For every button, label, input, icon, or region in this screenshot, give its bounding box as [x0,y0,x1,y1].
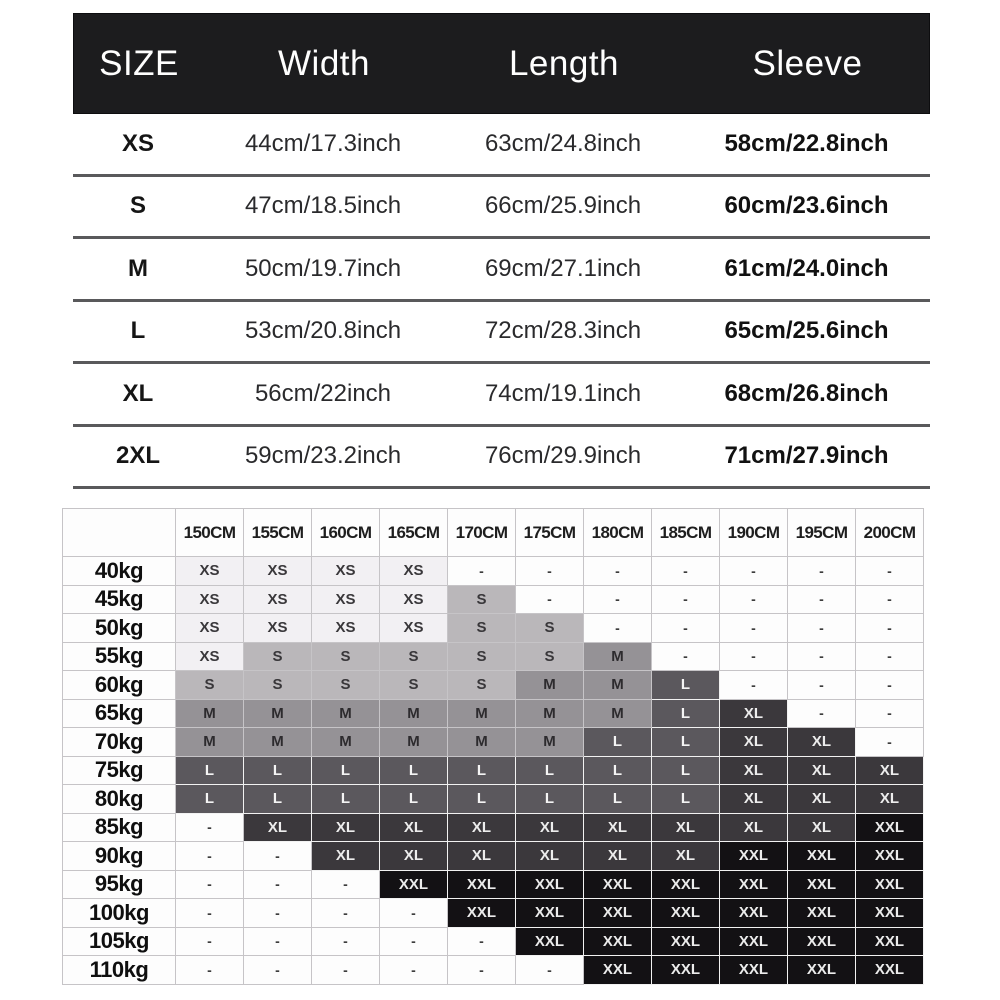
weight-label: 75kg [63,756,176,785]
width-value: 50cm/19.7inch [244,254,402,282]
sleeve-value: 58cm/22.8inch [724,129,889,157]
matrix-cell: XL [380,813,448,842]
matrix-cell-empty: - [720,614,788,643]
matrix-cell-empty: - [380,927,448,956]
height-header: 180CM [584,509,652,557]
matrix-cell: XL [448,813,516,842]
matrix-row [63,785,924,814]
matrix-cell-empty: - [176,813,244,842]
matrix-cell: L [380,785,448,814]
matrix-cell: XXL [516,870,584,899]
matrix-cell: XL [516,842,584,871]
matrix-cell: S [244,671,312,700]
matrix-cell: L [584,756,652,785]
matrix-cell: L [312,785,380,814]
matrix-row [63,585,924,614]
matrix-cell: L [244,756,312,785]
matrix-cell: XXL [856,870,924,899]
height-header: 200CM [856,509,924,557]
matrix-cell: XXL [448,870,516,899]
matrix-cell-empty: - [788,671,856,700]
matrix-cell-empty: - [176,927,244,956]
matrix-cell-empty: - [176,870,244,899]
matrix-cell: XL [312,813,380,842]
size-label: M [128,254,148,282]
matrix-cell: XL [516,813,584,842]
matrix-cell: S [380,642,448,671]
matrix-cell: M [380,728,448,757]
matrix-cell: XL [720,728,788,757]
matrix-cell-empty: - [584,614,652,643]
weight-label: 60kg [63,671,176,700]
matrix-cell: S [516,642,584,671]
matrix-cell: XXL [788,842,856,871]
size-label: S [129,192,146,220]
matrix-cell: M [584,642,652,671]
weight-label: 45kg [63,585,176,614]
matrix-cell: L [584,728,652,757]
sleeve-value: 71cm/27.9inch [724,442,889,470]
matrix-cell-empty: - [448,956,516,985]
matrix-cell: XXL [788,899,856,928]
width-value: 44cm/17.3inch [244,129,402,157]
matrix-cell: XXL [584,870,652,899]
matrix-cell: M [380,699,448,728]
length-value: 69cm/27.1inch [484,254,642,282]
matrix-cell-empty: - [856,671,924,700]
weight-label: 95kg [63,870,176,899]
measurement-header-row [73,13,930,114]
matrix-row [63,728,924,757]
matrix-cell: S [176,671,244,700]
width-value: 56cm/22inch [254,379,392,407]
matrix-row [63,671,924,700]
matrix-row [63,813,924,842]
matrix-cell: L [516,756,584,785]
height-header: 185CM [652,509,720,557]
matrix-cell: XXL [380,870,448,899]
header-sleeve: Sleeve [752,43,863,83]
matrix-cell-empty: - [788,642,856,671]
matrix-cell: XS [380,557,448,586]
matrix-cell: XXL [720,927,788,956]
matrix-cell: L [652,671,720,700]
width-value: 47cm/18.5inch [244,192,402,220]
matrix-cell: XXL [856,927,924,956]
size-label: 2XL [115,442,160,470]
matrix-row [63,842,924,871]
matrix-cell: XXL [720,956,788,985]
matrix-cell: XL [788,728,856,757]
size-label: XL [122,379,154,407]
matrix-cell: M [448,699,516,728]
length-value: 74cm/19.1inch [484,379,642,407]
weight-label: 40kg [63,557,176,586]
sleeve-value: 65cm/25.6inch [724,317,889,345]
matrix-cell: XXL [652,899,720,928]
matrix-row [63,699,924,728]
matrix-cell: XS [176,585,244,614]
sleeve-value: 60cm/23.6inch [724,192,889,220]
height-header: 150CM [176,509,244,557]
matrix-cell-empty: - [312,899,380,928]
matrix-cell: XS [380,585,448,614]
measurement-table [73,13,930,489]
matrix-row [63,557,924,586]
matrix-row [63,956,924,985]
header-size: SIZE [99,43,179,83]
matrix-cell: XS [244,614,312,643]
matrix-cell-empty: - [788,699,856,728]
matrix-cell: M [448,728,516,757]
matrix-cell: XL [448,842,516,871]
matrix-cell-empty: - [720,642,788,671]
matrix-row [63,899,924,928]
matrix-cell: XL [788,756,856,785]
matrix-cell: M [516,699,584,728]
width-value: 59cm/23.2inch [244,442,402,470]
matrix-cell: XL [652,842,720,871]
matrix-cell-empty: - [516,956,584,985]
matrix-row [63,642,924,671]
matrix-cell-empty: - [244,899,312,928]
matrix-row [63,756,924,785]
matrix-table [62,508,924,985]
matrix-cell: XL [312,842,380,871]
matrix-cell-empty: - [176,956,244,985]
matrix-cell-empty: - [312,927,380,956]
matrix-cell: M [584,671,652,700]
weight-label: 85kg [63,813,176,842]
weight-label: 65kg [63,699,176,728]
matrix-cell-empty: - [856,557,924,586]
matrix-cell-empty: - [788,585,856,614]
matrix-cell-empty: - [856,585,924,614]
matrix-cell: S [448,642,516,671]
matrix-cell-empty: - [516,585,584,614]
height-header: 160CM [312,509,380,557]
size-row-2xl [73,427,930,490]
matrix-cell: L [176,756,244,785]
height-header: 190CM [720,509,788,557]
matrix-cell: S [448,671,516,700]
matrix-cell: XS [176,557,244,586]
matrix-cell: XL [244,813,312,842]
matrix-cell-empty: - [856,699,924,728]
matrix-cell: L [448,785,516,814]
length-value: 66cm/25.9inch [484,192,642,220]
matrix-cell: S [380,671,448,700]
matrix-cell: XL [720,785,788,814]
matrix-cell-empty: - [652,614,720,643]
matrix-cell-empty: - [448,557,516,586]
matrix-cell: M [584,699,652,728]
matrix-cell: XXL [788,927,856,956]
height-header: 170CM [448,509,516,557]
matrix-cell: XS [244,585,312,614]
matrix-body [63,557,924,985]
matrix-cell: XXL [788,870,856,899]
matrix-cell: XXL [856,813,924,842]
matrix-header-row [63,509,924,557]
matrix-cell: XS [312,614,380,643]
matrix-cell: XXL [516,899,584,928]
size-label: L [130,317,146,345]
matrix-cell-empty: - [176,899,244,928]
matrix-cell: S [244,642,312,671]
matrix-cell: XXL [584,927,652,956]
matrix-cell: L [584,785,652,814]
height-header: 155CM [244,509,312,557]
size-row-s [73,177,930,240]
matrix-cell: XL [788,813,856,842]
length-value: 72cm/28.3inch [484,317,642,345]
matrix-cell: XXL [584,956,652,985]
matrix-cell: M [244,699,312,728]
matrix-cell-empty: - [516,557,584,586]
matrix-cell-empty: - [652,642,720,671]
matrix-cell: M [312,699,380,728]
matrix-cell: L [176,785,244,814]
matrix-cell: L [380,756,448,785]
matrix-cell: XS [380,614,448,643]
matrix-cell-empty: - [584,557,652,586]
matrix-cell: XXL [856,956,924,985]
matrix-cell: XL [380,842,448,871]
matrix-cell: M [312,728,380,757]
matrix-cell: XL [720,699,788,728]
matrix-cell: S [448,614,516,643]
size-row-xl [73,364,930,427]
matrix-row [63,870,924,899]
matrix-cell-empty: - [380,956,448,985]
header-width: Width [278,43,370,83]
matrix-cell-empty: - [788,557,856,586]
matrix-cell: S [516,614,584,643]
matrix-cell-empty: - [312,956,380,985]
weight-label: 70kg [63,728,176,757]
matrix-cell: XXL [516,927,584,956]
matrix-cell: L [652,756,720,785]
matrix-cell: S [312,671,380,700]
matrix-cell-empty: - [380,899,448,928]
weight-label: 110kg [63,956,176,985]
weight-label: 55kg [63,642,176,671]
matrix-row [63,614,924,643]
matrix-cell-empty: - [584,585,652,614]
matrix-cell: M [244,728,312,757]
matrix-cell: XS [176,642,244,671]
matrix-cell: XL [856,785,924,814]
matrix-cell: XS [176,614,244,643]
matrix-cell: XS [312,557,380,586]
matrix-cell-empty: - [652,557,720,586]
weight-label: 100kg [63,899,176,928]
weight-label: 80kg [63,785,176,814]
matrix-cell: L [244,785,312,814]
matrix-cell-empty: - [856,642,924,671]
matrix-cell: XXL [856,842,924,871]
matrix-cell: XS [312,585,380,614]
size-label: XS [121,129,154,157]
matrix-cell-empty: - [788,614,856,643]
matrix-cell-empty: - [720,585,788,614]
matrix-cell: M [176,699,244,728]
matrix-cell-empty: - [244,842,312,871]
matrix-cell-empty: - [720,671,788,700]
sleeve-value: 61cm/24.0inch [724,254,889,282]
matrix-cell: XXL [448,899,516,928]
matrix-cell-empty: - [244,927,312,956]
matrix-cell-empty: - [176,842,244,871]
matrix-cell: S [312,642,380,671]
matrix-cell-empty: - [856,614,924,643]
size-row-l [73,302,930,365]
matrix-cell: XXL [652,927,720,956]
size-row-xs [73,114,930,177]
matrix-cell: XXL [720,899,788,928]
matrix-cell-empty: - [720,557,788,586]
matrix-cell: XL [720,813,788,842]
matrix-cell-empty: - [448,927,516,956]
matrix-cell: XXL [856,899,924,928]
weight-label: 105kg [63,927,176,956]
matrix-cell-empty: - [244,870,312,899]
weight-label: 50kg [63,614,176,643]
matrix-cell: XXL [584,899,652,928]
matrix-cell: XXL [788,956,856,985]
weight-label: 90kg [63,842,176,871]
matrix-cell: XXL [720,870,788,899]
height-header: 175CM [516,509,584,557]
matrix-cell: M [516,728,584,757]
matrix-cell: XL [788,785,856,814]
matrix-cell: XXL [652,870,720,899]
matrix-cell: L [652,785,720,814]
matrix-cell: XL [652,813,720,842]
matrix-corner [63,509,176,557]
size-row-m [73,239,930,302]
matrix-cell: XXL [720,842,788,871]
length-value: 63cm/24.8inch [484,129,642,157]
matrix-cell: XL [856,756,924,785]
matrix-cell: M [516,671,584,700]
height-header: 165CM [380,509,448,557]
length-value: 76cm/29.9inch [484,442,642,470]
matrix-cell: L [448,756,516,785]
matrix-cell: L [652,728,720,757]
matrix-cell: L [652,699,720,728]
width-value: 53cm/20.8inch [244,317,402,345]
matrix-cell: M [176,728,244,757]
matrix-cell: XXL [652,956,720,985]
matrix-cell: XS [244,557,312,586]
matrix-cell: L [312,756,380,785]
matrix-cell: S [448,585,516,614]
header-length: Length [508,43,620,83]
matrix-cell-empty: - [244,956,312,985]
matrix-cell: XL [584,842,652,871]
height-header: 195CM [788,509,856,557]
matrix-cell: XL [720,756,788,785]
sleeve-value: 68cm/26.8inch [724,379,889,407]
matrix-cell-empty: - [856,728,924,757]
matrix-cell: XL [584,813,652,842]
matrix-cell-empty: - [312,870,380,899]
matrix-cell-empty: - [652,585,720,614]
matrix-row [63,927,924,956]
matrix-cell: L [516,785,584,814]
